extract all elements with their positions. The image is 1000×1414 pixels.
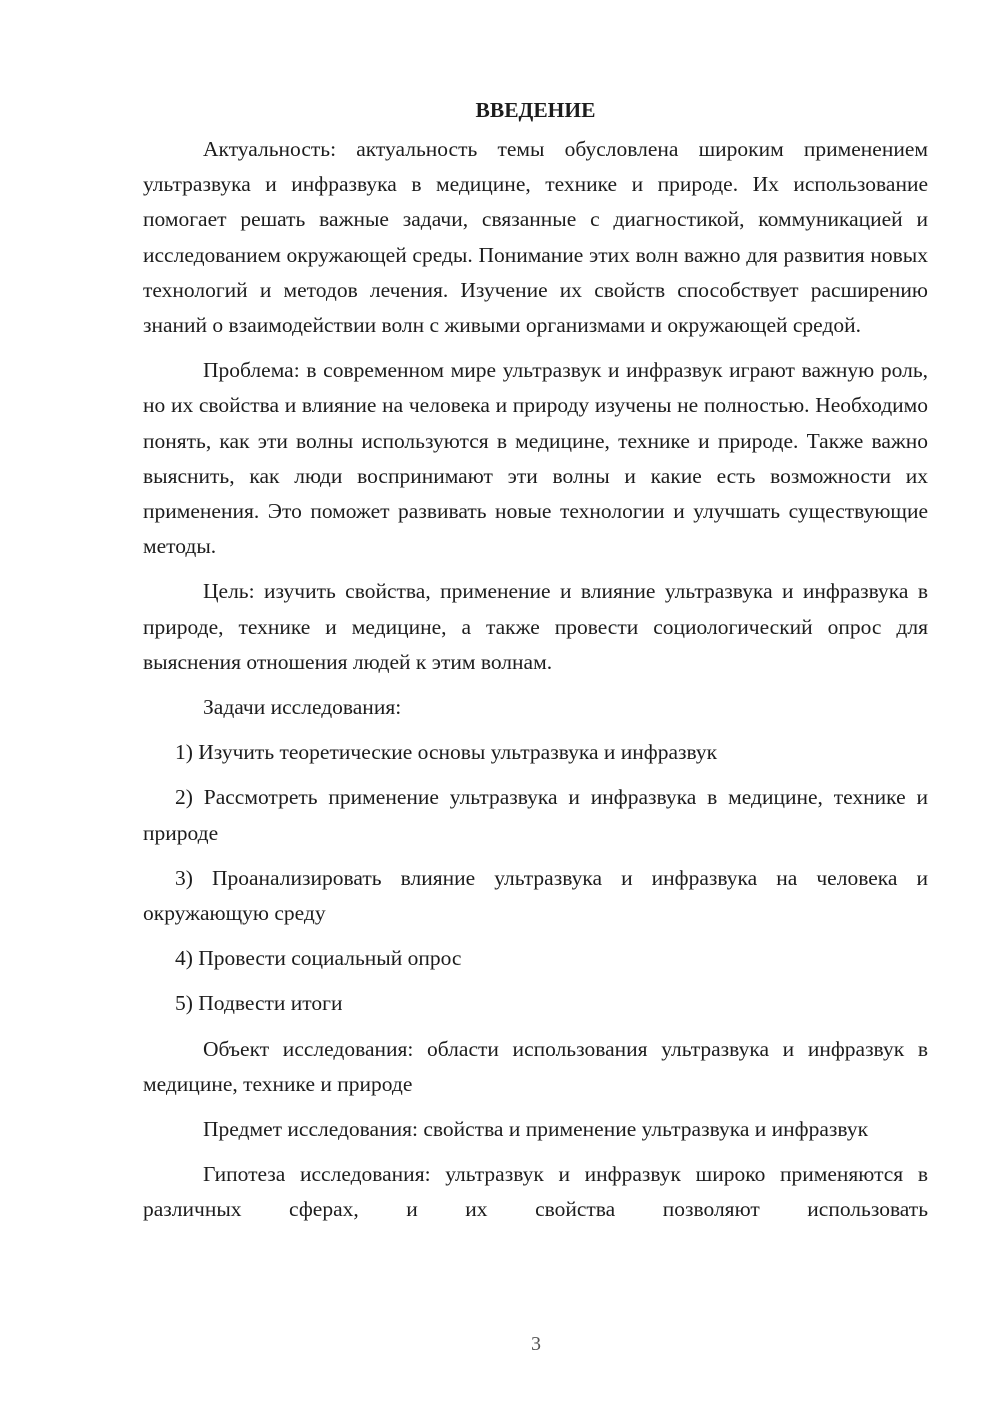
task-item-1: 1) Изучить теоретические основы ультразвука и инфразвук: [175, 740, 718, 765]
section-title: ВВЕДЕНИЕ: [475, 98, 596, 122]
paragraph-relevance: Актуальность: актуальность темы обусловлена широким применением ультразвука и инфразвука в медицине, технике и природе. Их использование помогает решать важные задачи, связанные с диагностикой, коммуникацией и исследованием окружающей среды. Понимание этих волн важно для развития новых технологий и методов лечения. Изучение их свойств способствует расширению знаний о взаимодействии волн с живыми организмами и окружающей средой.: [143, 137, 928, 338]
paragraph-subject: Предмет исследования: свойства и применение ультразвука и инфразвук: [203, 1117, 869, 1142]
paragraph-hypothesis: Гипотеза исследования: ультразвук и инфразвук широко применяются в различных сферах, и их свойства позволяют использовать: [143, 1162, 928, 1222]
page-number: 3: [531, 1333, 541, 1355]
page-content: [143, 92, 928, 1238]
paragraph-problem: Проблема: в современном мире ультразвук и инфразвук играют важную роль, но их свойства и влияние на человека и природу изучены не полностью. Необходимо понять, как эти волны используются в медицине, технике и природе. Также важно выяснить, как люди воспринимают эти волны и какие есть возможности их применения. Это поможет развивать новые технологии и улучшать существующие методы.: [143, 358, 928, 559]
paragraph-goal: Цель: изучить свойства, применение и влияние ультразвука и инфразвука в природе, технике и медицине, а также провести социологический опрос для выяснения отношения людей к этим волнам.: [143, 579, 928, 674]
paragraph-object: Объект исследования: области использования ультразвука и инфразвук в медицине, технике и природе: [143, 1036, 928, 1096]
task-item-4: 4) Провести социальный опрос: [175, 946, 462, 971]
task-item-2: 2) Рассмотреть применение ультразвука и инфразвука в медицине, технике и природе: [143, 785, 928, 845]
task-item-3: 3) Проанализировать влияние ультразвука и инфразвука на человека и окружающую среду: [143, 865, 928, 926]
task-item-5: 5) Подвести итоги: [175, 991, 343, 1016]
tasks-heading: Задачи исследования:: [203, 695, 402, 720]
